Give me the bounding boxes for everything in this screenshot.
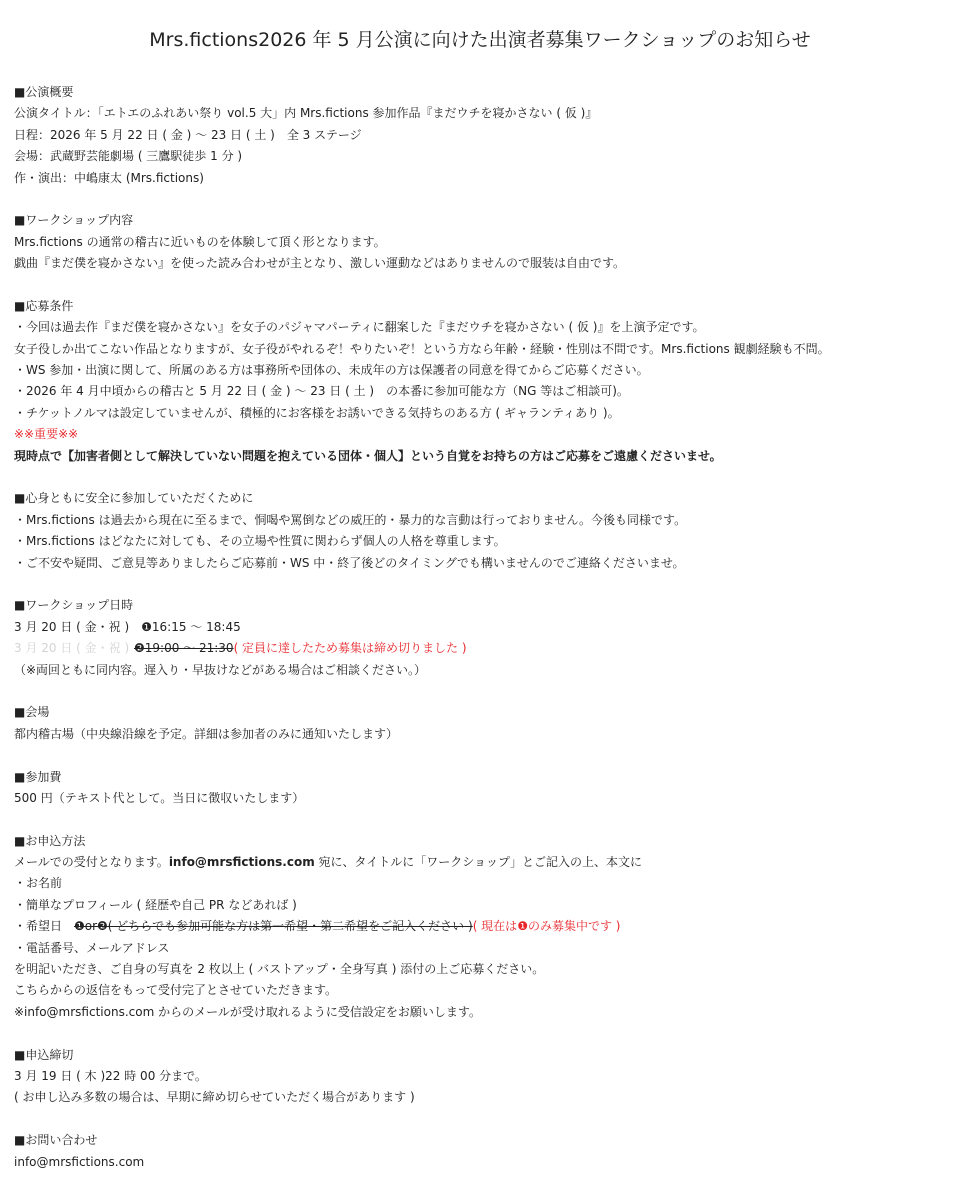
apply-item-date [14, 916, 954, 937]
deadline-heading: ■申込締切 [14, 1047, 74, 1062]
apply-intro [14, 852, 954, 873]
important-label: ※※重要※※ [14, 427, 79, 442]
overview-title-line: 公演タイトル：「エトエのふれあい祭り vol.5 大」内 Mrs.fictions 参加作品『まだウチを寝かさない ( 仮 )』 [14, 106, 598, 121]
schedule-date: 3 月 20 日 ( 金・祝 ) [14, 619, 142, 634]
spacer [14, 745, 954, 766]
conditions-heading: ■応募条件 [14, 298, 74, 313]
apply-item-date-struck: ❶or❷( どちらでも参加可能な方は第一希望・第二希望をご記入ください ) [74, 919, 473, 934]
slot-1-time: ❶16:15 〜 18:45 [141, 619, 241, 634]
spacer [14, 275, 954, 296]
apply-item-date-label: ・希望日 [14, 919, 75, 934]
contact-email[interactable]: info@mrsfictions.com [14, 1154, 145, 1169]
overview-venue-line: 会場：武蔵野芸能劇場 ( 三鷹駅徒歩 1 分 ) [14, 149, 243, 164]
conditions-line-4: ・2026 年 4 月中頃からの稽古と 5 月 22 日 ( 金 ) 〜 23 日 ( 土 ) の本番に参加可能な方（NG 等はご相談可)。 [14, 384, 629, 399]
conditions-line-3: ・WS 参加・出演に関して、所属のある方は事務所や団体の、未成年の方は保護者の同意を得てからご応募ください。 [14, 363, 649, 378]
apply-item-name: ・お名前 [14, 876, 63, 891]
apply-intro-post: 宛に、タイトルに「ワークショップ」とご記入の上、本文に [314, 855, 643, 870]
overview-date-line: 日程：2026 年 5 月 22 日 ( 金 ) 〜 23 日 ( 土 ) 全 3 ステージ [14, 127, 362, 142]
conditions-line-1: ・今回は過去作『まだ僕を寝かさない』を女子のパジャマパーティに翻案した『まだウチを寝かさない ( 仮 )』を上演予定です。 [14, 320, 705, 335]
spacer [14, 809, 954, 830]
slot-2-closed-notice: ( 定員に達したため募集は締め切りました ) [233, 641, 467, 656]
apply-item-date-red-post: のみ募集中です ) [527, 919, 621, 934]
apply-reply-line: こちらからの返信をもって受付完了とさせていただきます。 [14, 983, 338, 998]
apply-filter-line: ※info@mrsfictions.com からのメールが受け取れるように受信設定をお願いします。 [14, 1004, 481, 1019]
apply-heading: ■お申込方法 [14, 833, 86, 848]
spacer [14, 1023, 954, 1044]
workshop-line-1: Mrs.fictions の通常の稽古に近いものを体験して頂く形となります。 [14, 234, 386, 249]
important-notice: 現時点で【加害者側として解決していない問題を抱えている団体・個人】という自覚をお持ちの方はご応募をご遠慮くださいませ。 [14, 448, 722, 463]
conditions-line-5: ・チケットノルマは設定していませんが、積極的にお客様をお誘いできる気持ちのある方 ( ギャランティあり )。 [14, 405, 620, 420]
conditions-line-2: 女子役しか出てこない作品となりますが、女子役がやれるぞ！やりたいぞ！という方なら年齢・経験・性別は不問です。Mrs.fictions 観劇経験も不問。 [14, 341, 830, 356]
apply-item-date-red-pre: ( 現在は [472, 919, 518, 934]
fee-heading: ■参加費 [14, 769, 62, 784]
schedule-date-ghost: 3 月 20 日 ( 金・祝 ) [14, 641, 130, 656]
apply-email[interactable]: info@mrsfictions.com [168, 855, 315, 870]
spacer [14, 681, 954, 702]
spacer [14, 467, 954, 488]
safety-line-2: ・Mrs.fictions はどなたに対しても、その立場や性質に関わらず個人の人格を尊重します。 [14, 534, 506, 549]
fee-line: 500 円（テキスト代として。当日に徴収いたします） [14, 790, 305, 805]
slot-2-time: ❷19:00 〜 21:30 [134, 641, 234, 656]
apply-item-date-red-num: ❶ [517, 919, 528, 934]
contact-heading: ■お問い合わせ [14, 1133, 98, 1148]
workshop-line-2: 戯曲『まだ僕を寝かさない』を使った読み合わせが主となり、激しい運動などはありませんので服装は自由です。 [14, 256, 626, 271]
venue-line: 都内稽古場（中央線沿線を予定。詳細は参加者のみに通知いたします） [14, 726, 399, 741]
workshop-heading: ■ワークショップ内容 [14, 213, 134, 228]
apply-item-phone: ・電話番号、メールアドレス [14, 940, 170, 955]
safety-line-3: ・ご不安や疑問、ご意見等ありましたらご応募前・WS 中・終了後どのタイミングでも構いませんのでご連絡くださいませ。 [14, 555, 685, 570]
schedule-slot-2 [14, 638, 954, 659]
spacer [14, 189, 954, 210]
deadline-note: ( お申し込み多数の場合は、早期に締め切らせていただく場合があります ) [14, 1090, 415, 1105]
apply-intro-pre: メールでの受付となります。 [14, 855, 169, 870]
overview-author-line: 作・演出：中嶋康太 (Mrs.fictions) [14, 170, 204, 185]
schedule-slot-1 [14, 617, 954, 638]
spacer [14, 574, 954, 595]
safety-line-1: ・Mrs.fictions は過去から現在に至るまで、恫喝や罵倒などの威圧的・暴力的な言動は行っておりません。今後も同様です。 [14, 512, 687, 527]
apply-photo-line: を明記いただき、ご自身の写真を 2 枚以上 ( バストアップ・全身写真 ) 添付の上ご応募ください。 [14, 962, 545, 977]
schedule-note: （※両回ともに同内容。遅入り・早抜けなどがある場合はご相談ください。） [14, 662, 427, 677]
venue-heading: ■会場 [14, 705, 50, 720]
spacer [14, 1109, 954, 1130]
announcement-body [14, 82, 954, 1173]
schedule-heading: ■ワークショップ日時 [14, 598, 134, 613]
page-title: Mrs.fictions2026 年 5 月公演に向けた出演者募集ワークショップのお知らせ [149, 29, 811, 51]
deadline-line: 3 月 19 日 ( 木 )22 時 00 分まで。 [14, 1068, 207, 1083]
apply-item-profile: ・簡単なプロフィール ( 経歴や自己 PR などあれば ) [14, 897, 297, 912]
safety-heading: ■心身ともに安全に参加していただくために [14, 491, 254, 506]
overview-heading: ■公演概要 [14, 85, 74, 99]
